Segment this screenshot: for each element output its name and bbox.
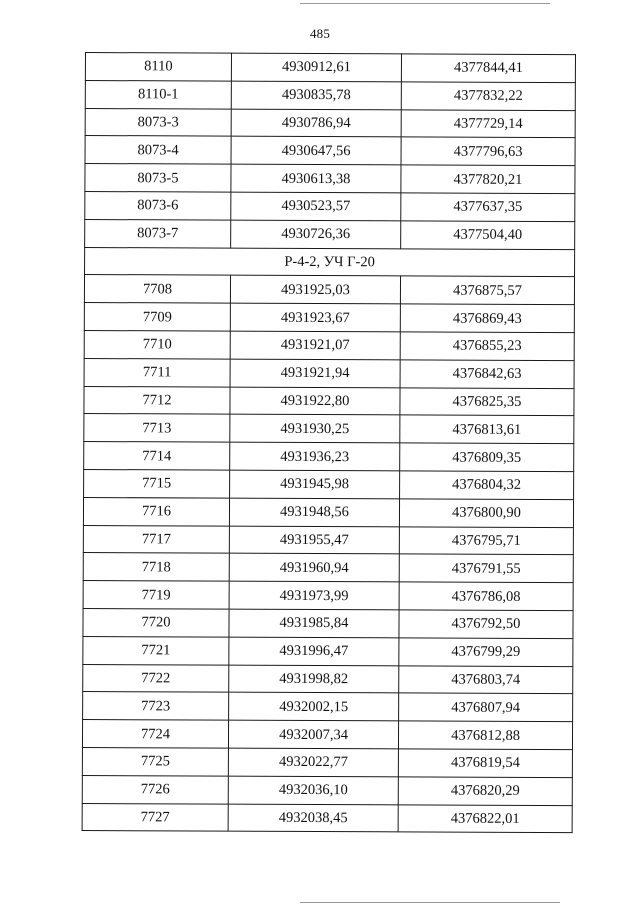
table-row [82, 747, 572, 777]
y-coordinate-cell: 4376786,08 [399, 582, 573, 611]
x-coordinate-cell: 4931985,84 [229, 609, 399, 638]
point-id-cell: 7715 [84, 469, 230, 497]
x-coordinate-cell: 4932007,34 [228, 720, 398, 749]
table-row [85, 108, 575, 138]
point-id-cell: 7719 [83, 581, 229, 609]
table-row [85, 136, 575, 166]
x-coordinate-cell: 4931925,03 [230, 276, 400, 305]
y-coordinate-cell: 4377820,21 [401, 165, 575, 194]
y-coordinate-cell: 4376804,32 [400, 471, 574, 500]
table-row [84, 442, 574, 472]
y-coordinate-cell: 4376800,90 [399, 499, 573, 528]
x-coordinate-cell: 4931998,82 [229, 665, 399, 694]
x-coordinate-cell: 4932038,45 [228, 804, 398, 833]
x-coordinate-cell: 4931922,80 [230, 387, 400, 416]
table-row [85, 219, 575, 249]
table-row [85, 53, 575, 83]
table-row [83, 525, 573, 555]
table-row [82, 803, 572, 833]
table-row [84, 414, 574, 444]
table-row [84, 330, 574, 360]
x-coordinate-cell: 4930726,36 [231, 220, 401, 249]
x-coordinate-cell: 4930835,78 [231, 81, 401, 110]
table-row [85, 191, 575, 221]
y-coordinate-cell: 4376869,43 [400, 304, 574, 333]
point-id-cell: 7727 [82, 803, 228, 831]
y-coordinate-cell: 4376820,29 [398, 777, 572, 806]
x-coordinate-cell: 4931948,56 [229, 498, 399, 527]
point-id-cell: 8073-7 [85, 219, 231, 247]
scan-edge-bottom [300, 902, 560, 903]
table-row [83, 664, 573, 694]
y-coordinate-cell: 4377729,14 [401, 109, 575, 138]
x-coordinate-cell: 4931960,94 [229, 553, 399, 582]
y-coordinate-cell: 4376842,63 [400, 360, 574, 389]
point-id-cell: 7725 [82, 747, 228, 775]
x-coordinate-cell: 4931930,25 [230, 414, 400, 443]
x-coordinate-cell: 4931921,94 [230, 359, 400, 388]
point-id-cell: 7717 [83, 525, 229, 553]
x-coordinate-cell: 4931955,47 [229, 526, 399, 555]
y-coordinate-cell: 4377796,63 [401, 137, 575, 166]
y-coordinate-cell: 4377637,35 [401, 193, 575, 222]
section-heading-row [85, 247, 575, 277]
y-coordinate-cell: 4377504,40 [401, 221, 575, 250]
table-row [84, 386, 574, 416]
table-row [84, 469, 574, 499]
point-id-cell: 7716 [83, 497, 229, 525]
point-id-cell: 8110 [85, 53, 231, 81]
y-coordinate-cell: 4376822,01 [398, 804, 572, 833]
x-coordinate-cell: 4931923,67 [230, 303, 400, 332]
point-id-cell: 7726 [82, 775, 228, 803]
scan-edge-top [300, 3, 550, 4]
y-coordinate-cell: 4376825,35 [400, 387, 574, 416]
table-row [83, 692, 573, 722]
point-id-cell: 8073-6 [85, 191, 231, 219]
coordinates-group-b [82, 275, 574, 833]
section-heading-group [85, 247, 575, 277]
table-row [83, 553, 573, 583]
section-heading: Р-4-2, УЧ Г-20 [85, 247, 575, 277]
table-row [84, 303, 574, 333]
x-coordinate-cell: 4931973,99 [229, 581, 399, 610]
table-row [83, 636, 573, 666]
x-coordinate-cell: 4930912,61 [231, 53, 401, 82]
coordinates-table [82, 52, 576, 833]
y-coordinate-cell: 4376875,57 [400, 276, 574, 305]
point-id-cell: 7723 [83, 692, 229, 720]
x-coordinate-cell: 4931945,98 [230, 470, 400, 499]
point-id-cell: 7724 [82, 720, 228, 748]
table-row [85, 164, 575, 194]
x-coordinate-cell: 4930647,56 [231, 137, 401, 166]
point-id-cell: 8073-5 [85, 164, 231, 192]
x-coordinate-cell: 4932002,15 [229, 692, 399, 721]
y-coordinate-cell: 4376803,74 [399, 665, 573, 694]
coordinates-group-a [85, 53, 576, 250]
point-id-cell: 8110-1 [85, 80, 231, 108]
y-coordinate-cell: 4376792,50 [399, 610, 573, 639]
point-id-cell: 7721 [83, 636, 229, 664]
y-coordinate-cell: 4377832,22 [401, 82, 575, 111]
point-id-cell: 7709 [84, 303, 230, 331]
page-number: 485 [309, 26, 331, 41]
point-id-cell: 7720 [83, 608, 229, 636]
table-row [83, 608, 573, 638]
y-coordinate-cell: 4376855,23 [400, 332, 574, 361]
x-coordinate-cell: 4930523,57 [231, 192, 401, 221]
y-coordinate-cell: 4376813,61 [400, 415, 574, 444]
table-row [84, 275, 574, 305]
point-id-cell: 7711 [84, 358, 230, 386]
table-row [82, 720, 572, 750]
y-coordinate-cell: 4376809,35 [400, 443, 574, 472]
x-coordinate-cell: 4932036,10 [228, 776, 398, 805]
y-coordinate-cell: 4376819,54 [398, 749, 572, 778]
point-id-cell: 8073-3 [85, 108, 231, 136]
table-row [85, 80, 575, 110]
y-coordinate-cell: 4376807,94 [399, 693, 573, 722]
point-id-cell: 7718 [83, 553, 229, 581]
x-coordinate-cell: 4931921,07 [230, 331, 400, 360]
point-id-cell: 7722 [83, 664, 229, 692]
x-coordinate-cell: 4931996,47 [229, 637, 399, 666]
y-coordinate-cell: 4376791,55 [399, 554, 573, 583]
x-coordinate-cell: 4932022,77 [228, 748, 398, 777]
table-row [83, 581, 573, 611]
table-row [82, 775, 572, 805]
point-id-cell: 7708 [84, 275, 230, 303]
y-coordinate-cell: 4376799,29 [399, 638, 573, 667]
point-id-cell: 7710 [84, 330, 230, 358]
y-coordinate-cell: 4376812,88 [398, 721, 572, 750]
table-row [84, 358, 574, 388]
point-id-cell: 8073-4 [85, 136, 231, 164]
point-id-cell: 7714 [84, 442, 230, 470]
y-coordinate-cell: 4377844,41 [401, 54, 575, 83]
point-id-cell: 7713 [84, 414, 230, 442]
x-coordinate-cell: 4930786,94 [231, 109, 401, 138]
y-coordinate-cell: 4376795,71 [399, 526, 573, 555]
table-row [83, 497, 573, 527]
point-id-cell: 7712 [84, 386, 230, 414]
x-coordinate-cell: 4931936,23 [230, 442, 400, 471]
x-coordinate-cell: 4930613,38 [231, 164, 401, 193]
